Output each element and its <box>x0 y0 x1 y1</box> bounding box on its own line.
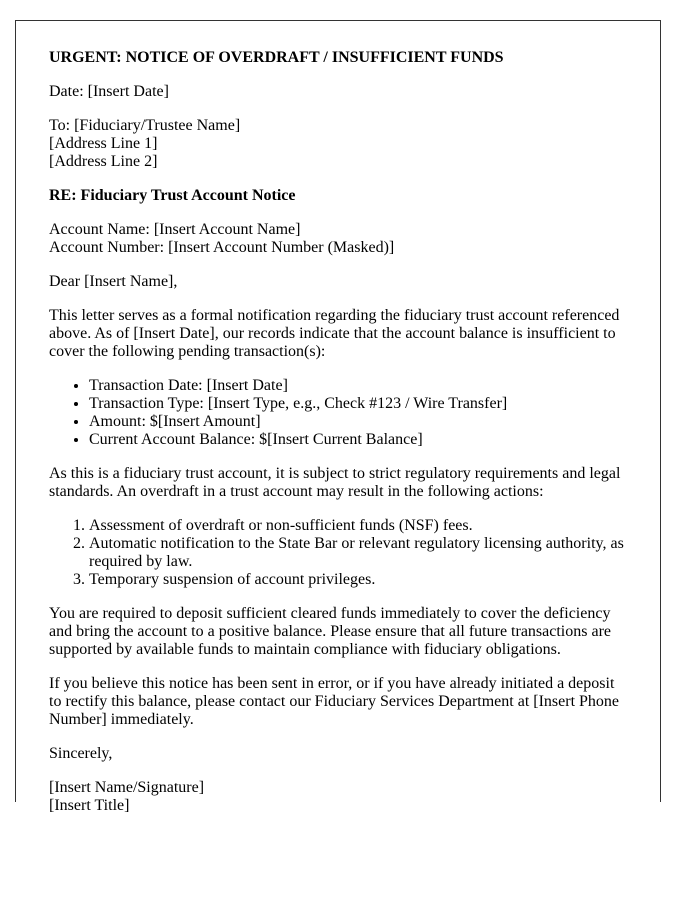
transaction-item-amount: • Amount: $[Insert Amount] <box>89 413 627 431</box>
requirement-paragraph: You are required to deposit sufficient cleared funds immediately to cover the deficiency and bring the account to a positive balance. Please ensure that all future transactions are supported by available funds to maintain compliance with fiduciary obligations. <box>49 605 612 658</box>
contact-paragraph: If you believe this notice has been sent in error, or if you have already initiated a deposit to rectify this balance, please contact our Fiduciary Services Department at [Insert Phone Number] immediately. <box>49 675 620 728</box>
account-block <box>49 221 627 257</box>
account-number-line: Account Number: [Insert Account Number (Masked)] <box>49 239 395 256</box>
recipient-address-line-2: [Address Line 2] <box>49 153 158 170</box>
regulatory-paragraph: As this is a fiduciary trust account, it is subject to strict regulatory requirements and legal standards. An overdraft in a trust account may result in the following actions: <box>49 465 621 500</box>
salutation: Dear [Insert Name], <box>49 273 178 290</box>
action-item-suspension: 3. Temporary suspension of account privileges. <box>89 571 627 589</box>
transaction-item-balance: • Current Account Balance: $[Insert Current Balance] <box>89 431 627 449</box>
transaction-item-type: • Transaction Type: [Insert Type, e.g., Check #123 / Wire Transfer] <box>89 395 627 413</box>
recipient-address-line-1: [Address Line 1] <box>49 135 158 152</box>
signature-title: [Insert Title] <box>49 797 130 814</box>
transaction-item-date: • Transaction Date: [Insert Date] <box>89 377 627 395</box>
intro-paragraph: This letter serves as a formal notification regarding the fiduciary trust account referenced above. As of [Insert Date], our records indicate that the account balance is insufficient to cover the following pending transaction(s): <box>49 307 620 360</box>
recipient-to-line: To: [Fiduciary/Trustee Name] <box>49 117 241 134</box>
signature-block <box>49 779 627 815</box>
letter-content <box>16 21 660 815</box>
letter-page <box>15 20 661 814</box>
action-item-notification: 2. Automatic notification to the State Bar or relevant regulatory licensing authority, as required by law. <box>89 535 627 571</box>
letter-title: URGENT: NOTICE OF OVERDRAFT / INSUFFICIENT FUNDS <box>49 49 504 66</box>
transaction-details-list <box>49 377 627 449</box>
account-name-line: Account Name: [Insert Account Name] <box>49 221 301 238</box>
date-line: Date: [Insert Date] <box>49 83 169 100</box>
recipient-block <box>49 117 627 171</box>
closing: Sincerely, <box>49 745 113 762</box>
signature-name: [Insert Name/Signature] <box>49 779 205 796</box>
subject-line: RE: Fiduciary Trust Account Notice <box>49 187 296 204</box>
action-item-fees: 1. Assessment of overdraft or non-sufficient funds (NSF) fees. <box>89 517 627 535</box>
possible-actions-list <box>49 517 627 589</box>
